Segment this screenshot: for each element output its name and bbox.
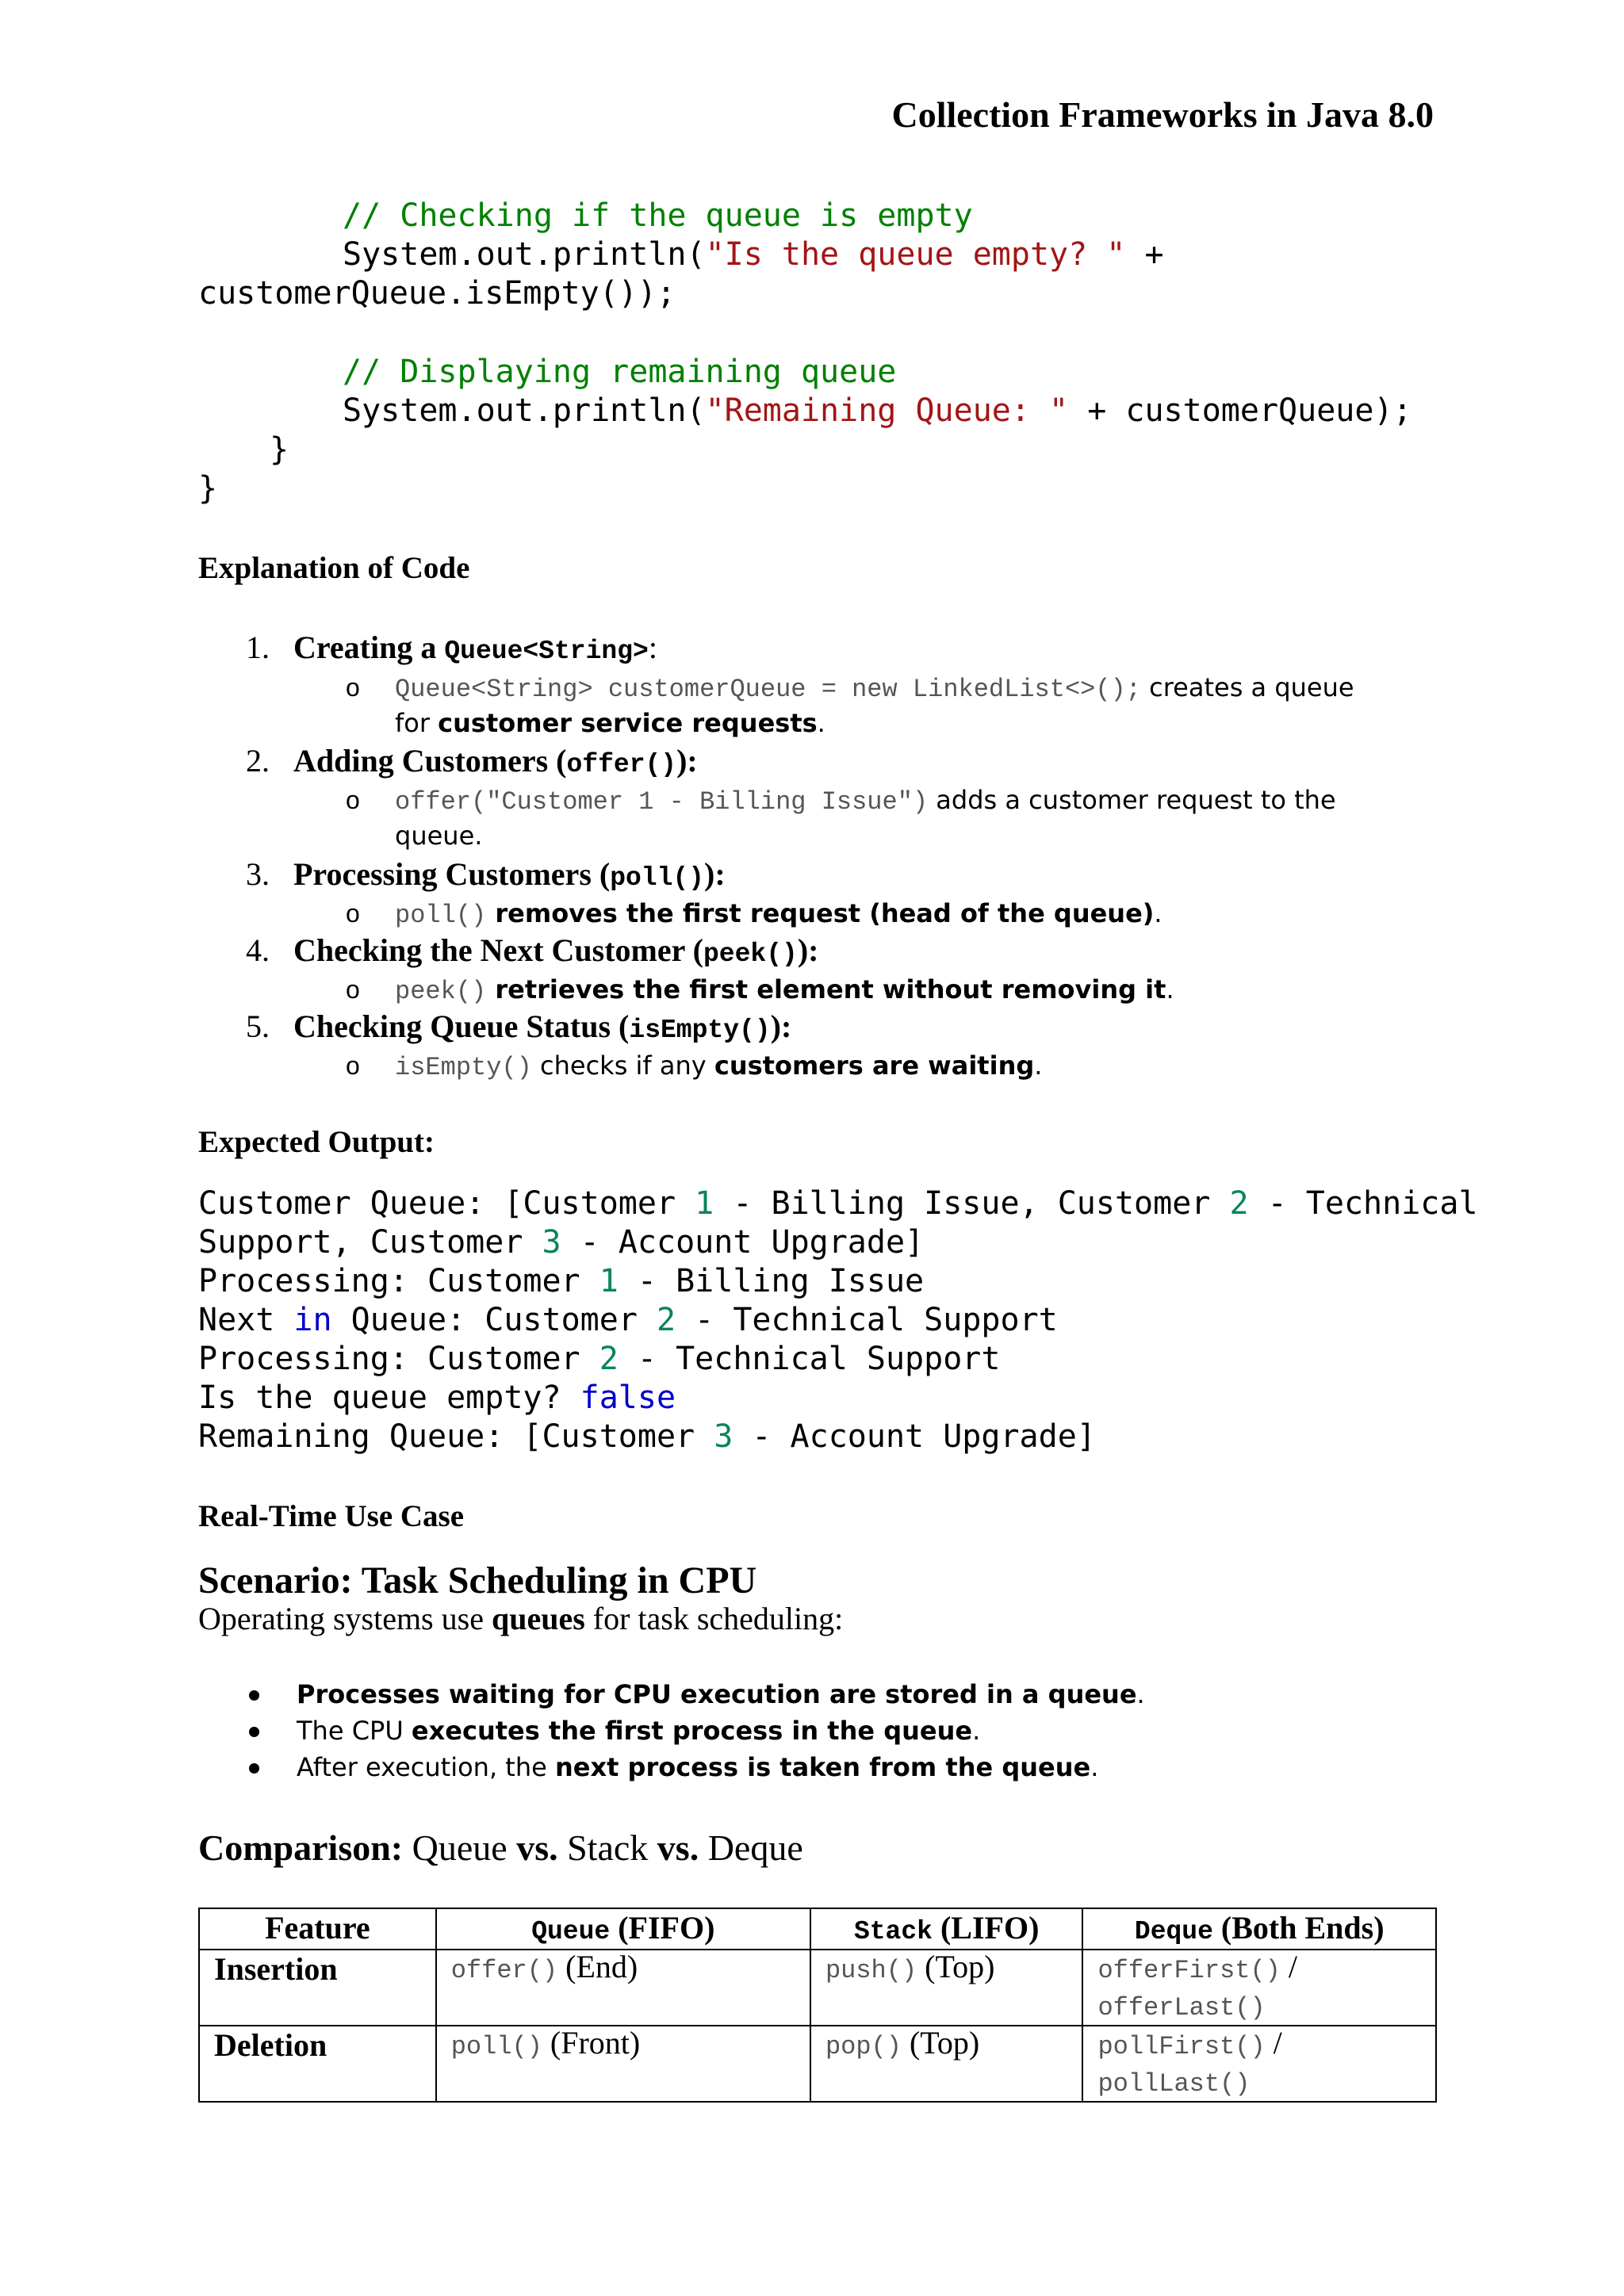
- output-line-4: Next in Queue: Customer 2 - Technical Support: [198, 1302, 1058, 1338]
- explanation-item-4: 4. Checking the Next Customer (peek()):: [246, 932, 819, 969]
- explanation-heading: Explanation of Code: [198, 551, 470, 585]
- cell-stack-deletion: pop() (Top): [810, 2026, 1083, 2102]
- scenario-paragraph: Operating systems use queues for task scheduling:: [198, 1601, 844, 1636]
- explanation-item-3: 3. Processing Customers (poll()):: [246, 856, 726, 893]
- output-heading: Expected Output:: [198, 1125, 435, 1159]
- explanation-item-1: 1. Creating a Queue<String>:: [246, 629, 657, 666]
- output-line-1: Customer Queue: [Customer 1 - Billing Issue, Customer 2 - Technical: [198, 1185, 1478, 1222]
- table-header-queue: Queue (FIFO): [436, 1908, 810, 1950]
- cell-deque-deletion: pollFirst() / pollLast(): [1082, 2026, 1436, 2102]
- bullet-dot-icon: [249, 1727, 259, 1737]
- page-header-title: Collection Frameworks in Java 8.0: [891, 94, 1434, 135]
- output-line-7: Remaining Queue: [Customer 3 - Account Upgrade]: [198, 1418, 1096, 1455]
- explanation-sub-3: o poll() removes the first request (head of the queue).: [346, 898, 1162, 930]
- comparison-table: [198, 1908, 1437, 2103]
- code-close-brace-method: }: [270, 431, 289, 468]
- table-row: [199, 2026, 1436, 2102]
- explanation-sub-5: o isEmpty() checks if any customers are waiting.: [346, 1050, 1043, 1082]
- cell-deque-insertion: offerFirst() / offerLast(): [1082, 1950, 1436, 2026]
- code-comment-remaining: // Displaying remaining queue: [343, 354, 897, 390]
- output-line-6: Is the queue empty? false: [198, 1380, 676, 1416]
- explanation-sub-2-cont: queue.: [395, 821, 483, 851]
- usecase-bullet-1: Processes waiting for CPU execution are stored in a queue.: [297, 1679, 1145, 1709]
- cell-stack-insertion: push() (Top): [810, 1950, 1083, 2026]
- explanation-item-2: 2. Adding Customers (offer()):: [246, 743, 698, 779]
- explanation-sub-2: o offer("Customer 1 - Billing Issue") adds a customer request to the: [346, 785, 1336, 817]
- scenario-title: Scenario: Task Scheduling in CPU: [198, 1559, 757, 1601]
- code-println-empty: System.out.println("Is the queue empty? " +: [343, 236, 1164, 273]
- table-header-row: [199, 1908, 1436, 1950]
- table-header-stack: Stack (LIFO): [810, 1908, 1083, 1950]
- code-close-brace-class: }: [198, 470, 218, 507]
- cell-queue-insertion: offer() (End): [436, 1950, 810, 2026]
- explanation-sub-1: o Queue<String> customerQueue = new LinkedList<>(); creates a queue: [346, 672, 1354, 704]
- table-row: [199, 1950, 1436, 2026]
- usecase-bullet-3: After execution, the next process is taken from the queue.: [297, 1752, 1098, 1782]
- code-println-remaining: System.out.println("Remaining Queue: " + customerQueue);: [343, 392, 1412, 429]
- explanation-sub-1-cont: for customer service requests.: [395, 708, 825, 738]
- code-comment-empty: // Checking if the queue is empty: [343, 197, 973, 234]
- output-line-2: Support, Customer 3 - Account Upgrade]: [198, 1224, 925, 1261]
- output-line-3: Processing: Customer 1 - Billing Issue: [198, 1263, 925, 1299]
- row-label-insertion: Insertion: [199, 1950, 436, 2026]
- table-header-feature: Feature: [199, 1908, 436, 1950]
- table-header-deque: Deque (Both Ends): [1082, 1908, 1436, 1950]
- usecase-bullet-2: The CPU executes the first process in the queue.: [297, 1716, 980, 1746]
- explanation-sub-4: o peek() retrieves the first element without removing it.: [346, 974, 1174, 1006]
- output-line-5: Processing: Customer 2 - Technical Support: [198, 1341, 1001, 1377]
- row-label-deletion: Deletion: [199, 2026, 436, 2102]
- code-println-empty-cont: customerQueue.isEmpty());: [198, 275, 676, 312]
- usecase-heading: Real-Time Use Case: [198, 1499, 465, 1533]
- comparison-title: Comparison: Queue vs. Stack vs. Deque: [198, 1827, 803, 1868]
- explanation-item-5: 5. Checking Queue Status (isEmpty()):: [246, 1008, 792, 1045]
- bullet-dot-icon: [249, 1690, 259, 1701]
- cell-queue-deletion: poll() (Front): [436, 2026, 810, 2102]
- bullet-dot-icon: [249, 1763, 259, 1774]
